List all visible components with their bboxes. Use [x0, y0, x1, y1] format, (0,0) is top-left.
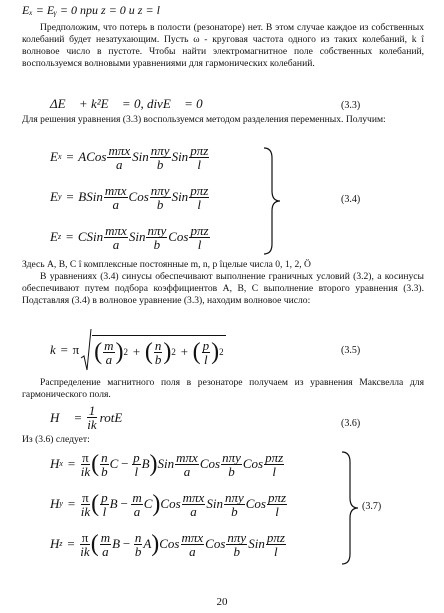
equation-hy: H y = $\frac{\pi}{ik}$ ( $\frac{p}{l}$ B − $\frac{m}{a}$ C ) Cos $\frac{\text{mπx}}{a}$ Sin $\frac{\text{nπy}}{b}$ Cos $\frac{\text{pπz}}{l}$	[50, 489, 287, 519]
equation-ez: E z = CSin $\frac{\text{mπx}}{a}$ Sin $\frac{\text{nπy}}{b}$ Cos $\frac{\text{pπz}}{l}$	[50, 222, 209, 252]
equation-hz: H z = $\frac{\pi}{ik}$ ( $\frac{m}{a}$ B − $\frac{n}{b}$ A ) Cos $\frac{\text{mπx}}{a}$ Cos $\frac{\text{nπy}}{b}$ Sin $\frac{\text{pπz}}{l}$	[50, 529, 285, 559]
paragraph-intro: Предположим, что потерь в полости (резонаторе) нет. В этом случае каждое из собственных колебаний будет незатухающим. Пусть ω - круговая частота одного из таких колебаний, k î волновое число в пустоте. Чтобы найти электромагнитное поле собственных колебаний, воспользуемся волновыми уравнениями для гармонических колебаний.	[22, 22, 424, 69]
equation-ex: E x = ACos $\frac{\text{mπx}}{a}$ Sin $\frac{\text{nπy}}{b}$ Sin $\frac{\text{pπz}}{l}$	[50, 142, 209, 172]
brace-3-7	[340, 450, 360, 566]
equation-3-5: k = π ( $\frac{m}{a}$ ) 2 + ( $\frac{n}{b}$ ) 2 + ( $\frac{p}{l}$ ) 2	[50, 327, 226, 373]
paragraph-separation: Для решения уравнения (3.3) воспользуемся методом разделения переменных. Получим:	[22, 114, 386, 125]
equation-system-3-4	[50, 140, 270, 254]
equation-3-5-number: (3.5)	[341, 345, 361, 356]
paragraph-boundary: В уравнениях (3.4) синусы обеспечивают выполнение граничных условий (3.2), а косинусы обеспечивают путем подбора коэффициентов А, В, С выполнение второго уравнения (3.3). Подставляя (3.4) в волновое уравнение (3.3), находим волновое число:	[22, 271, 424, 306]
paragraph-constants: Здесь А, В, С î комплексные постоянные m, n, p îцелые числа 0, 1, 2, Ö	[22, 259, 311, 270]
page-number: 20	[216, 596, 228, 608]
equation-system-3-7	[50, 446, 350, 562]
paragraph-magnetic: Распределение магнитного поля в резонаторе получаем из уравнения Максвелла для гармонического поля.	[22, 377, 424, 400]
boundary-condition	[22, 4, 160, 16]
equation-3-6-number: (3.6)	[341, 418, 361, 429]
equation-3-6: H⃗ = $\frac{1}{ik}$ rotE⃗	[50, 403, 133, 432]
boundary-condition-text: Eₓ = Eᵧ = 0 при z = 0 и z = l	[22, 3, 160, 17]
equation-ey: E y = BSin $\frac{\text{mπx}}{a}$ Cos $\frac{\text{nπy}}{b}$ Sin $\frac{\text{pπz}}{l}$	[50, 182, 209, 212]
paragraph-follows: Из (3.6) следует:	[22, 434, 90, 445]
equation-hx: H x = $\frac{\pi}{ik}$ ( $\frac{n}{b}$ C − $\frac{p}{l}$ B ) Sin $\frac{\text{mπx}}{a}$ Cos $\frac{\text{nπy}}{b}$ Cos $\frac{\text{pπz}}{l}$	[50, 449, 284, 479]
sqrt-sign	[80, 328, 92, 372]
equation-3-3-number: (3.3)	[341, 100, 361, 111]
equation-3-7-number: (3.7)	[362, 501, 382, 512]
equation-3-3	[50, 98, 203, 110]
equation-3-3-text: ΔE⃗ + k²E⃗ = 0, divE⃗ = 0	[50, 96, 203, 111]
equation-3-4-number: (3.4)	[341, 194, 361, 205]
brace-3-4	[262, 146, 282, 256]
